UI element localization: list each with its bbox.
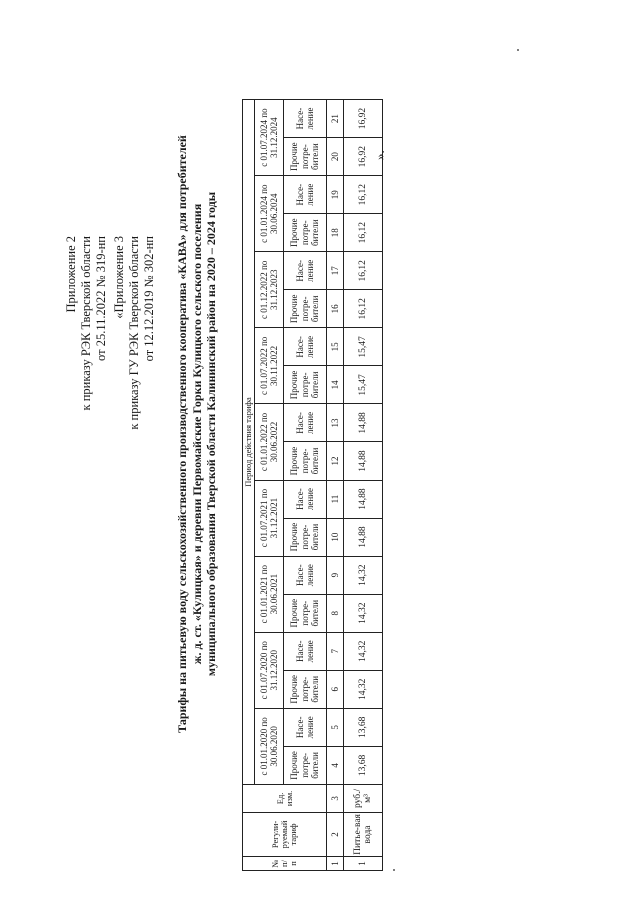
column-number-cell: 16 bbox=[327, 290, 344, 328]
category-other-consumers: Прочие потре-бители bbox=[284, 746, 327, 784]
appendix-2-line: к приказу РЭК Тверской области bbox=[79, 236, 93, 411]
tariff-value-cell: 13,68 bbox=[344, 708, 383, 746]
tariff-value-cell: 16,92 bbox=[344, 138, 383, 176]
period-date-header: с 01.07.2024 по 31.12.2024 bbox=[255, 100, 284, 176]
column-number-cell: 17 bbox=[327, 252, 344, 290]
category-population: Насе-ление bbox=[284, 556, 327, 594]
category-population: Насе-ление bbox=[284, 176, 327, 214]
tariff-value-cell: 14,88 bbox=[344, 518, 383, 556]
header-period: Период действия тарифа bbox=[243, 100, 255, 785]
tariff-value-cell: 14,32 bbox=[344, 670, 383, 708]
column-number-cell: 20 bbox=[327, 138, 344, 176]
title-line: ж. д. ст. «Кулицкая» и деревни Первомайские Горки Кулицкого сельского поселения bbox=[189, 203, 204, 665]
category-population: Насе-ление bbox=[284, 632, 327, 670]
period-date-header: с 01.01.2022 по 30.06.2022 bbox=[255, 404, 284, 480]
category-population: Насе-ление bbox=[284, 100, 327, 138]
column-number-cell: 21 bbox=[327, 100, 344, 138]
column-number-cell: 1 bbox=[327, 856, 344, 870]
period-date-header: с 01.01.2020 по 30.06.2020 bbox=[255, 708, 284, 784]
appendix-2-header bbox=[64, 236, 109, 576]
category-other-consumers: Прочие потре-бители bbox=[284, 366, 327, 404]
header-unit: Ед. изм. bbox=[243, 784, 327, 812]
tariff-value-cell: 14,32 bbox=[344, 632, 383, 670]
unit-cell: руб./м³ bbox=[344, 784, 383, 812]
tariff-value-cell: 13,68 bbox=[344, 746, 383, 784]
category-population: Насе-ление bbox=[284, 480, 327, 518]
category-population: Насе-ление bbox=[284, 252, 327, 290]
appendix-3-line: «Приложение 3 bbox=[112, 236, 126, 319]
table-row bbox=[344, 100, 383, 871]
category-population: Насе-ление bbox=[284, 404, 327, 442]
column-number-cell: 2 bbox=[327, 812, 344, 856]
column-number-cell: 19 bbox=[327, 176, 344, 214]
tariff-value-cell: 14,32 bbox=[344, 556, 383, 594]
tariff-value-cell: 16,12 bbox=[344, 176, 383, 214]
category-other-consumers: Прочие потре-бители bbox=[284, 518, 327, 556]
column-number-cell: 6 bbox=[327, 670, 344, 708]
column-number-cell: 5 bbox=[327, 708, 344, 746]
column-number-cell: 3 bbox=[327, 784, 344, 812]
appendix-2-line: от 25.11.2022 № 319-нп bbox=[94, 236, 108, 361]
title-line: Тарифы на питьевую воду сельскохозяйственного производственного кооператива «КАВА» для потребителей bbox=[175, 135, 189, 733]
appendix-3-line: от 12.12.2019 № 302-нп bbox=[142, 236, 156, 362]
period-date-header: с 01.01.2021 по 30.06.2021 bbox=[255, 556, 284, 632]
tariff-name-cell: Питье-вая вода bbox=[344, 812, 383, 856]
column-number-cell: 12 bbox=[327, 442, 344, 480]
column-number-cell: 13 bbox=[327, 404, 344, 442]
column-number-cell: 4 bbox=[327, 746, 344, 784]
column-numbers-row bbox=[327, 100, 344, 871]
tariff-value-cell: 14,88 bbox=[344, 404, 383, 442]
category-other-consumers: Прочие потре-бители bbox=[284, 442, 327, 480]
tariff-value-cell: 15,47 bbox=[344, 366, 383, 404]
appendix-3-line: к приказу ГУ РЭК Тверской области bbox=[127, 236, 141, 430]
tariff-value-cell: 16,12 bbox=[344, 214, 383, 252]
category-other-consumers: Прочие потре-бители bbox=[284, 670, 327, 708]
column-number-cell: 15 bbox=[327, 328, 344, 366]
tariff-value-cell: 14,88 bbox=[344, 442, 383, 480]
tariff-value-cell: 14,88 bbox=[344, 480, 383, 518]
column-number-cell: 14 bbox=[327, 366, 344, 404]
tariff-value-cell: 15,47 bbox=[344, 328, 383, 366]
column-number-cell: 11 bbox=[327, 480, 344, 518]
period-date-header: с 01.07.2021 по 31.12.2021 bbox=[255, 480, 284, 556]
appendix-3-header bbox=[112, 236, 157, 576]
title-line: муниципального образования Тверской области Калининский район на 2020 – 2024 годы bbox=[204, 191, 218, 677]
column-number-cell: 8 bbox=[327, 594, 344, 632]
period-date-header: с 01.07.2020 по 31.12.2020 bbox=[255, 632, 284, 708]
category-other-consumers: Прочие потре-бители bbox=[284, 214, 327, 252]
category-other-consumers: Прочие потре-бители bbox=[284, 594, 327, 632]
document-title bbox=[175, 114, 219, 754]
appendix-2-line: Приложение 2 bbox=[64, 236, 78, 313]
period-date-header: с 01.07.2022 по 30.11.2022 bbox=[255, 328, 284, 404]
header-tariff: Регули-руемый тариф bbox=[243, 812, 327, 856]
period-date-header: с 01.12.2022 по 31.12.2023 bbox=[255, 252, 284, 328]
tariff-value-cell: 16,92 bbox=[344, 100, 383, 138]
tariff-value-cell: 16,12 bbox=[344, 290, 383, 328]
period-dates-row bbox=[255, 100, 284, 871]
scan-speck bbox=[517, 49, 519, 51]
scan-speck bbox=[393, 869, 395, 871]
category-population: Насе-ление bbox=[284, 708, 327, 746]
tariff-value-cell: 16,12 bbox=[344, 252, 383, 290]
row-number-cell: 1 bbox=[344, 856, 383, 870]
closing-quote-mark: ». bbox=[372, 150, 387, 160]
tariff-value-cell: 14,32 bbox=[344, 594, 383, 632]
column-number-cell: 9 bbox=[327, 556, 344, 594]
header-row-number: № п/ п bbox=[243, 856, 327, 870]
consumer-category-row bbox=[284, 100, 327, 871]
tariff-table bbox=[242, 99, 383, 871]
column-number-cell: 18 bbox=[327, 214, 344, 252]
category-other-consumers: Прочие потре-бители bbox=[284, 290, 327, 328]
category-population: Насе-ление bbox=[284, 328, 327, 366]
column-number-cell: 10 bbox=[327, 518, 344, 556]
period-date-header: с 01.01.2024 по 30.06.2024 bbox=[255, 176, 284, 252]
category-other-consumers: Прочие потре-бители bbox=[284, 138, 327, 176]
column-number-cell: 7 bbox=[327, 632, 344, 670]
